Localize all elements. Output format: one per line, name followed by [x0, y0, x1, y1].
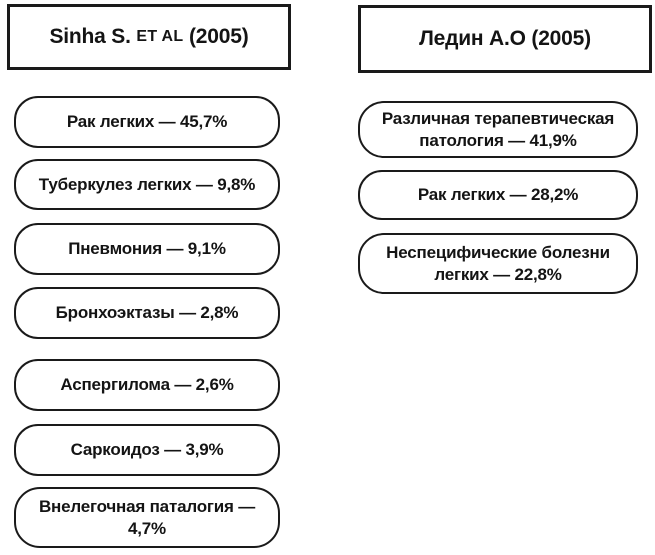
diagnosis-box-tuberculosis — [14, 159, 280, 210]
diagnosis-label: Неспецифические болезни легких — 22,8% — [386, 243, 610, 284]
study-header-ledin-text: Ледин А.О (2005) — [419, 27, 591, 50]
diagnosis-label: Рак легких — 28,2% — [417, 185, 579, 205]
diagnosis-box-therapeutic-pathology — [358, 101, 638, 158]
diagnosis-label: Туберкулез легких — 9,8% — [38, 174, 256, 194]
diagnosis-label: Внелегочная паталогия — 4,7% — [38, 497, 256, 538]
diagnosis-label: Аспергилома — 2,6% — [60, 375, 234, 395]
diagnosis-label: Пневмония — 9,1% — [68, 239, 226, 259]
diagnosis-box-pneumonia — [14, 223, 280, 275]
study-header-sinha-year: (2005) — [189, 25, 249, 48]
diagnosis-box-lung-cancer-ledin — [358, 170, 638, 220]
study-header-sinha — [7, 4, 291, 70]
study-header-sinha-etal: ET AL — [136, 28, 184, 45]
study-header-sinha-name: Sinha S. — [49, 25, 131, 48]
diagnosis-label: Различная терапевтическая патология — 41,9% — [381, 109, 615, 150]
diagnosis-label: Саркоидоз — 3,9% — [70, 440, 224, 460]
diagnosis-label: Бронхоэктазы — 2,8% — [55, 303, 239, 323]
diagnosis-box-sarcoidosis — [14, 424, 280, 476]
diagnosis-label: Рак легких — 45,7% — [66, 112, 228, 132]
study-header-ledin — [358, 5, 652, 73]
diagnosis-box-bronchiectasis — [14, 287, 280, 339]
diagnosis-box-extrapulmonary — [14, 487, 280, 548]
diagnosis-box-lung-cancer-sinha — [14, 96, 280, 148]
diagnosis-box-nonspecific-lung-disease — [358, 233, 638, 294]
diagnosis-box-aspergilloma — [14, 359, 280, 411]
